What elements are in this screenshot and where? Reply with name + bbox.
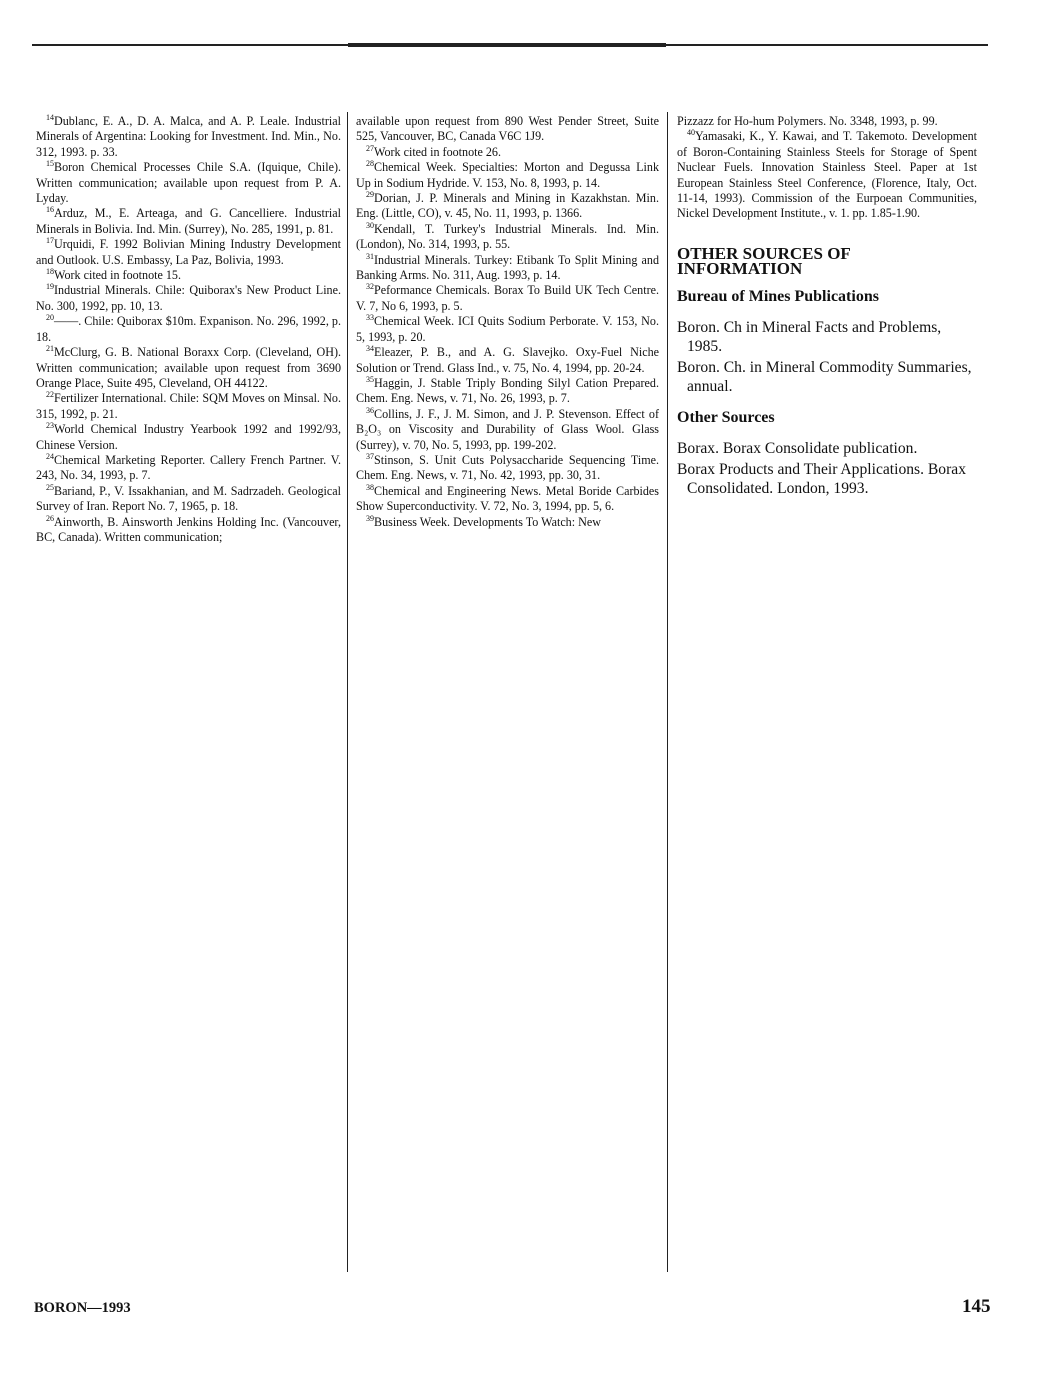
reference-text: ——. Chile: Quiborax $10m. Expanison. No. 296, 1992, p. 18. <box>36 314 341 344</box>
source-entry: Borax. Borax Consolidate publication. <box>677 440 918 458</box>
footnote-number: 33 <box>366 313 374 323</box>
reference-text: Bariand, P., V. Issakhanian, and M. Sadrzadeh. Geological Survey of Iran. Report No. 7, 1965, p. 18. <box>36 483 341 514</box>
footnote-number: 31 <box>366 251 374 261</box>
reference-text: Haggin, J. Stable Triply Bonding Silyl Cation Prepared. Chem. Eng. News, v. 71, No. 26, 1993, p. 7. <box>356 375 659 406</box>
footnote-number: 14 <box>46 112 54 122</box>
reference-entry <box>36 283 341 314</box>
running-footer-title: BORON—1993 <box>34 1300 131 1316</box>
reference-entry <box>36 453 341 484</box>
reference-entry <box>356 191 659 222</box>
reference-text: Work cited in footnote 15. <box>54 268 181 283</box>
footnote-number: 29 <box>366 190 374 199</box>
reference-entry <box>36 484 341 515</box>
reference-entry <box>356 484 659 515</box>
reference-entry <box>356 407 659 453</box>
references-column-3 <box>677 114 977 500</box>
reference-entry <box>356 114 659 145</box>
reference-entry <box>677 114 977 129</box>
reference-text: Business Week. Developments To Watch: New <box>374 514 601 529</box>
reference-entry <box>36 237 341 268</box>
reference-text: available upon request from 890 West Pender Street, Suite 525, Vancouver, BC, Canada V6C 1J9. <box>356 114 659 144</box>
footnote-number: 21 <box>46 344 54 354</box>
footnote-number: 24 <box>46 451 54 461</box>
page-number: 145 <box>962 1296 991 1317</box>
section-heading-other-sources: OTHER SOURCES OF INFORMATION <box>677 243 851 279</box>
column-divider-2 <box>667 112 668 1272</box>
footnote-number: 19 <box>46 282 54 292</box>
reference-text: Chemical Week. Specialties: Morton and Degussa Link Up in Sodium Hydride. V. 153, No. 8, 1993, p. 14. <box>356 160 659 190</box>
footnote-number: 26 <box>46 513 54 523</box>
footnote-number: 25 <box>46 482 54 492</box>
reference-text: Ainworth, B. Ainsworth Jenkins Holding Inc. (Vancouver, BC, Canada). Written communication; <box>36 514 341 544</box>
reference-text: Industrial Minerals. Chile: Quiborax's New Product Line. No. 300, 1992, pp. 10, 13. <box>36 283 341 313</box>
reference-entry <box>356 222 659 253</box>
reference-text: Dublanc, E. A., D. A. Malca, and A. P. Leale. Industrial Minerals of Argentina: Looking for Investment. Ind. Min., No. 312, 1993. p. 33. <box>36 114 341 159</box>
reference-text: Urquidi, F. 1992 Bolivian Mining Industry Development and Outlook. U.S. Embassy, La Paz, Bolivia, 1993. <box>36 237 341 267</box>
reference-text: Boron Chemical Processes Chile S.A. (Iquique, Chile). Written communication; available upon request from P. A. Lyday. <box>36 160 341 206</box>
reference-text: Chemical Marketing Reporter. Callery French Partner. V. 243, No. 34, 1993, p. 7. <box>36 452 341 483</box>
column-divider-1 <box>347 112 348 1272</box>
reference-text: Eleazer, P. B., and A. G. Slavejko. Oxy-Fuel Niche Solution or Trend. Glass Ind., v. 75, No. 4, 1994, pp. 20-24. <box>356 345 659 375</box>
reference-text: Arduz, M., E. Arteaga, and G. Cancelliere. Industrial Minerals in Bolivia. Ind. Min. (Surrey), No. 285, 1991, p. 81. <box>36 206 341 236</box>
footnote-number: 22 <box>46 390 54 400</box>
reference-entry <box>356 515 659 530</box>
footnote-number: 18 <box>46 267 54 277</box>
reference-entry <box>36 391 341 422</box>
reference-entry <box>356 145 659 160</box>
reference-text: Chemical and Engineering News. Metal Boride Carbides Show Superconductivity. V. 72, No. 3, 1994, pp. 5, 6. <box>356 483 659 514</box>
reference-text: Peformance Chemicals. Borax To Build UK Tech Centre. V. 7, No 6, 1993, p. 5. <box>356 283 659 313</box>
reference-text: Stinson, S. Unit Cuts Polysaccharide Sequencing Time. Chem. Eng. News, v. 71, No. 42, 1993, pp. 30, 31. <box>356 452 659 483</box>
footnote-number: 20 <box>46 313 54 323</box>
reference-entry <box>36 114 341 160</box>
references-column-1 <box>36 114 341 545</box>
source-entry: Borax Products and Their Applications. Borax Consolidated. London, 1993. <box>677 461 967 498</box>
references-column-2 <box>356 114 659 530</box>
source-entry: Boron. Ch. in Mineral Commodity Summaries, annual. <box>677 359 972 396</box>
reference-text: Work cited in footnote 26. <box>374 144 501 159</box>
footnote-number: 23 <box>46 421 54 431</box>
reference-entry <box>36 345 341 391</box>
reference-entry <box>356 160 659 191</box>
source-entry: Boron. Ch in Mineral Facts and Problems, 1985. <box>677 319 942 356</box>
reference-text: Dorian, J. P. Minerals and Mining in Kazakhstan. Min. Eng. (Little, CO), v. 45, No. 11, 1993, p. 1366. <box>356 191 659 221</box>
reference-entry <box>36 422 341 453</box>
reference-text: Fertilizer International. Chile: SQM Moves on Minsal. No. 315, 1992, p. 21. <box>36 391 341 421</box>
reference-entry <box>356 314 659 345</box>
footnote-number: 39 <box>366 513 374 523</box>
footnote-number: 30 <box>366 220 374 230</box>
footnote-number: 37 <box>366 451 374 461</box>
subsection-heading-other-sources: Other Sources <box>677 409 775 427</box>
footnote-number: 35 <box>366 374 374 384</box>
subsection-heading-bureau-of-mines: Bureau of Mines Publications <box>677 287 879 305</box>
reference-entry <box>356 253 659 284</box>
footnote-number: 28 <box>366 159 374 169</box>
footnote-number: 32 <box>366 282 374 292</box>
reference-entry <box>356 376 659 407</box>
top-rule-accent <box>348 43 666 47</box>
footnote-number: 40 <box>687 128 695 138</box>
reference-entry <box>36 160 341 206</box>
reference-entry <box>356 453 659 484</box>
reference-entry <box>36 206 341 237</box>
reference-entry <box>356 283 659 314</box>
reference-text: Pizzazz for Ho-hum Polymers. No. 3348, 1993, p. 99. <box>677 114 938 128</box>
reference-text: McClurg, G. B. National Boraxx Corp. (Cleveland, OH). Written communication; available upon request from 3690 Orange Place, Suite 495, Cleveland, OH 44122. <box>36 345 341 390</box>
footnote-number: 36 <box>366 405 374 415</box>
reference-text: Kendall, T. Turkey's Industrial Minerals. Ind. Min. (London), No. 314, 1993, p. 55. <box>356 221 659 252</box>
footnote-number: 38 <box>366 482 374 492</box>
reference-text: Industrial Minerals. Turkey: Etibank To Split Mining and Banking Arms. No. 311, Aug. 1993, p. 14. <box>356 252 659 283</box>
reference-entry <box>36 515 341 546</box>
reference-text: Chemical Week. ICI Quits Sodium Perborate. V. 153, No. 5, 1993, p. 20. <box>356 314 659 344</box>
footnote-number: 17 <box>46 236 54 246</box>
footnote-number: 15 <box>46 159 54 169</box>
reference-entry <box>36 268 341 283</box>
footnote-number: 16 <box>46 205 54 215</box>
reference-text: World Chemical Industry Yearbook 1992 and 1992/93, Chinese Version. <box>36 422 341 452</box>
reference-entry <box>36 314 341 345</box>
reference-text: Yamasaki, K., Y. Kawai, and T. Takemoto. Development of Boron-Containing Stainless Steels for Storage of Spent Nuclear Fuels. Innovation Stainless Steel. Paper at 1st European Stainless Steel Conference, (Florence, Italy, Oct. 11-14, 1993). Commission of the Eurpoean Communities, Nickel Development Institute., v. 1. pp. 1.85-1.90. <box>677 129 977 221</box>
reference-entry <box>677 129 977 221</box>
reference-text: Collins, J. F., J. M. Simon, and J. P. Stevenson. Effect of B₂O₃ on Viscosity and Durability of Glass Wool. Glass (Surrey), v. 70, No. 5, 1993, pp. 199-202. <box>356 406 659 452</box>
footnote-number: 34 <box>366 344 374 354</box>
reference-entry <box>356 345 659 376</box>
footnote-number: 27 <box>366 143 374 153</box>
